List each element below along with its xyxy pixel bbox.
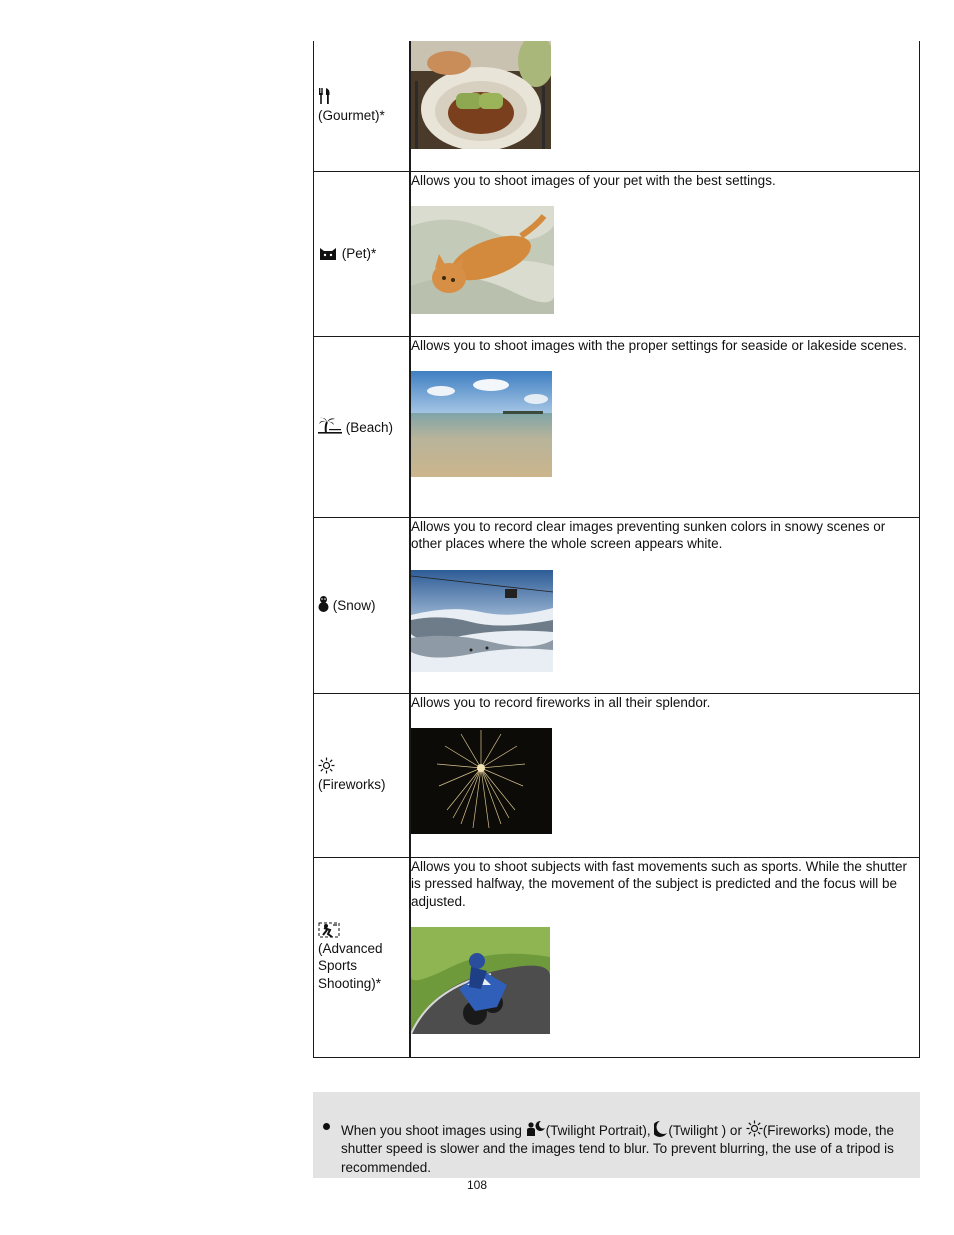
description-text: Allows you to shoot images of your pet with the best settings. [411,172,776,188]
description-text: Allows you to record fireworks in all their splendor. [411,694,711,710]
scene-row-advanced-sports [314,857,920,1057]
cat-face-icon [318,245,338,261]
twilight-icon [654,1120,668,1137]
fireworks-icon [318,757,335,774]
description-cell [410,171,920,336]
pet-photo [411,206,554,314]
description-text: Allows you to record clear images preventing sunken colors in snowy scenes or other places where the whole screen appears white. [411,518,886,551]
sports-photo [411,927,550,1034]
note-text-part: (Fireworks) mode, the shutter speed is slower and the images tend to blur. To prevent blurring, the use of a tripod is recommended. [341,1123,894,1175]
description-cell [410,336,920,517]
mode-label: (Fireworks) [318,776,386,792]
gourmet-photo [411,41,551,149]
fork-knife-icon [318,87,331,105]
note-text-part: When you shoot images using [341,1123,522,1138]
fireworks-photo [411,728,552,834]
mode-cell [314,857,411,1057]
scene-mode-table [313,41,920,1058]
mode-label: (Beach) [345,419,394,435]
scene-row-snow [314,517,920,693]
note-text-part: (Twilight ) or [668,1123,742,1138]
scene-row-fireworks [314,693,920,857]
scene-row-gourmet [314,41,920,171]
snow-photo [411,570,553,672]
bullet [323,1123,330,1130]
mode-label: (Advanced Sports Shooting)* [318,940,383,991]
mode-label: (Snow) [332,598,376,614]
mode-cell [314,693,411,857]
scene-row-pet [314,171,920,336]
palm-tree-icon [318,417,342,435]
description-cell [410,693,920,857]
mode-cell [314,41,411,171]
mode-cell [314,517,411,693]
scene-row-beach [314,336,920,517]
description-cell [410,41,920,171]
mode-label: (Gourmet)* [318,107,385,123]
mode-cell [314,336,411,517]
snowman-icon [318,595,329,613]
mode-label: (Pet)* [341,245,377,261]
description-cell [410,517,920,693]
description-cell [410,857,920,1057]
twilight-portrait-icon [526,1120,546,1137]
description-text: Allows you to shoot subjects with fast movements such as sports. While the shutter is pressed halfway, the movement of the subject is predicted and the focus will be adjusted. [411,858,907,909]
sports-icon [318,922,340,938]
page-number: 108 [467,1178,488,1192]
note-box [313,1092,920,1178]
description-text: Allows you to shoot images with the proper settings for seaside or lakeside scenes. [411,337,908,353]
note-text [341,1120,907,1177]
beach-photo [411,371,552,477]
note-text-part: (Twilight Portrait), [545,1123,651,1138]
fireworks-icon [746,1120,763,1137]
mode-cell [314,171,411,336]
